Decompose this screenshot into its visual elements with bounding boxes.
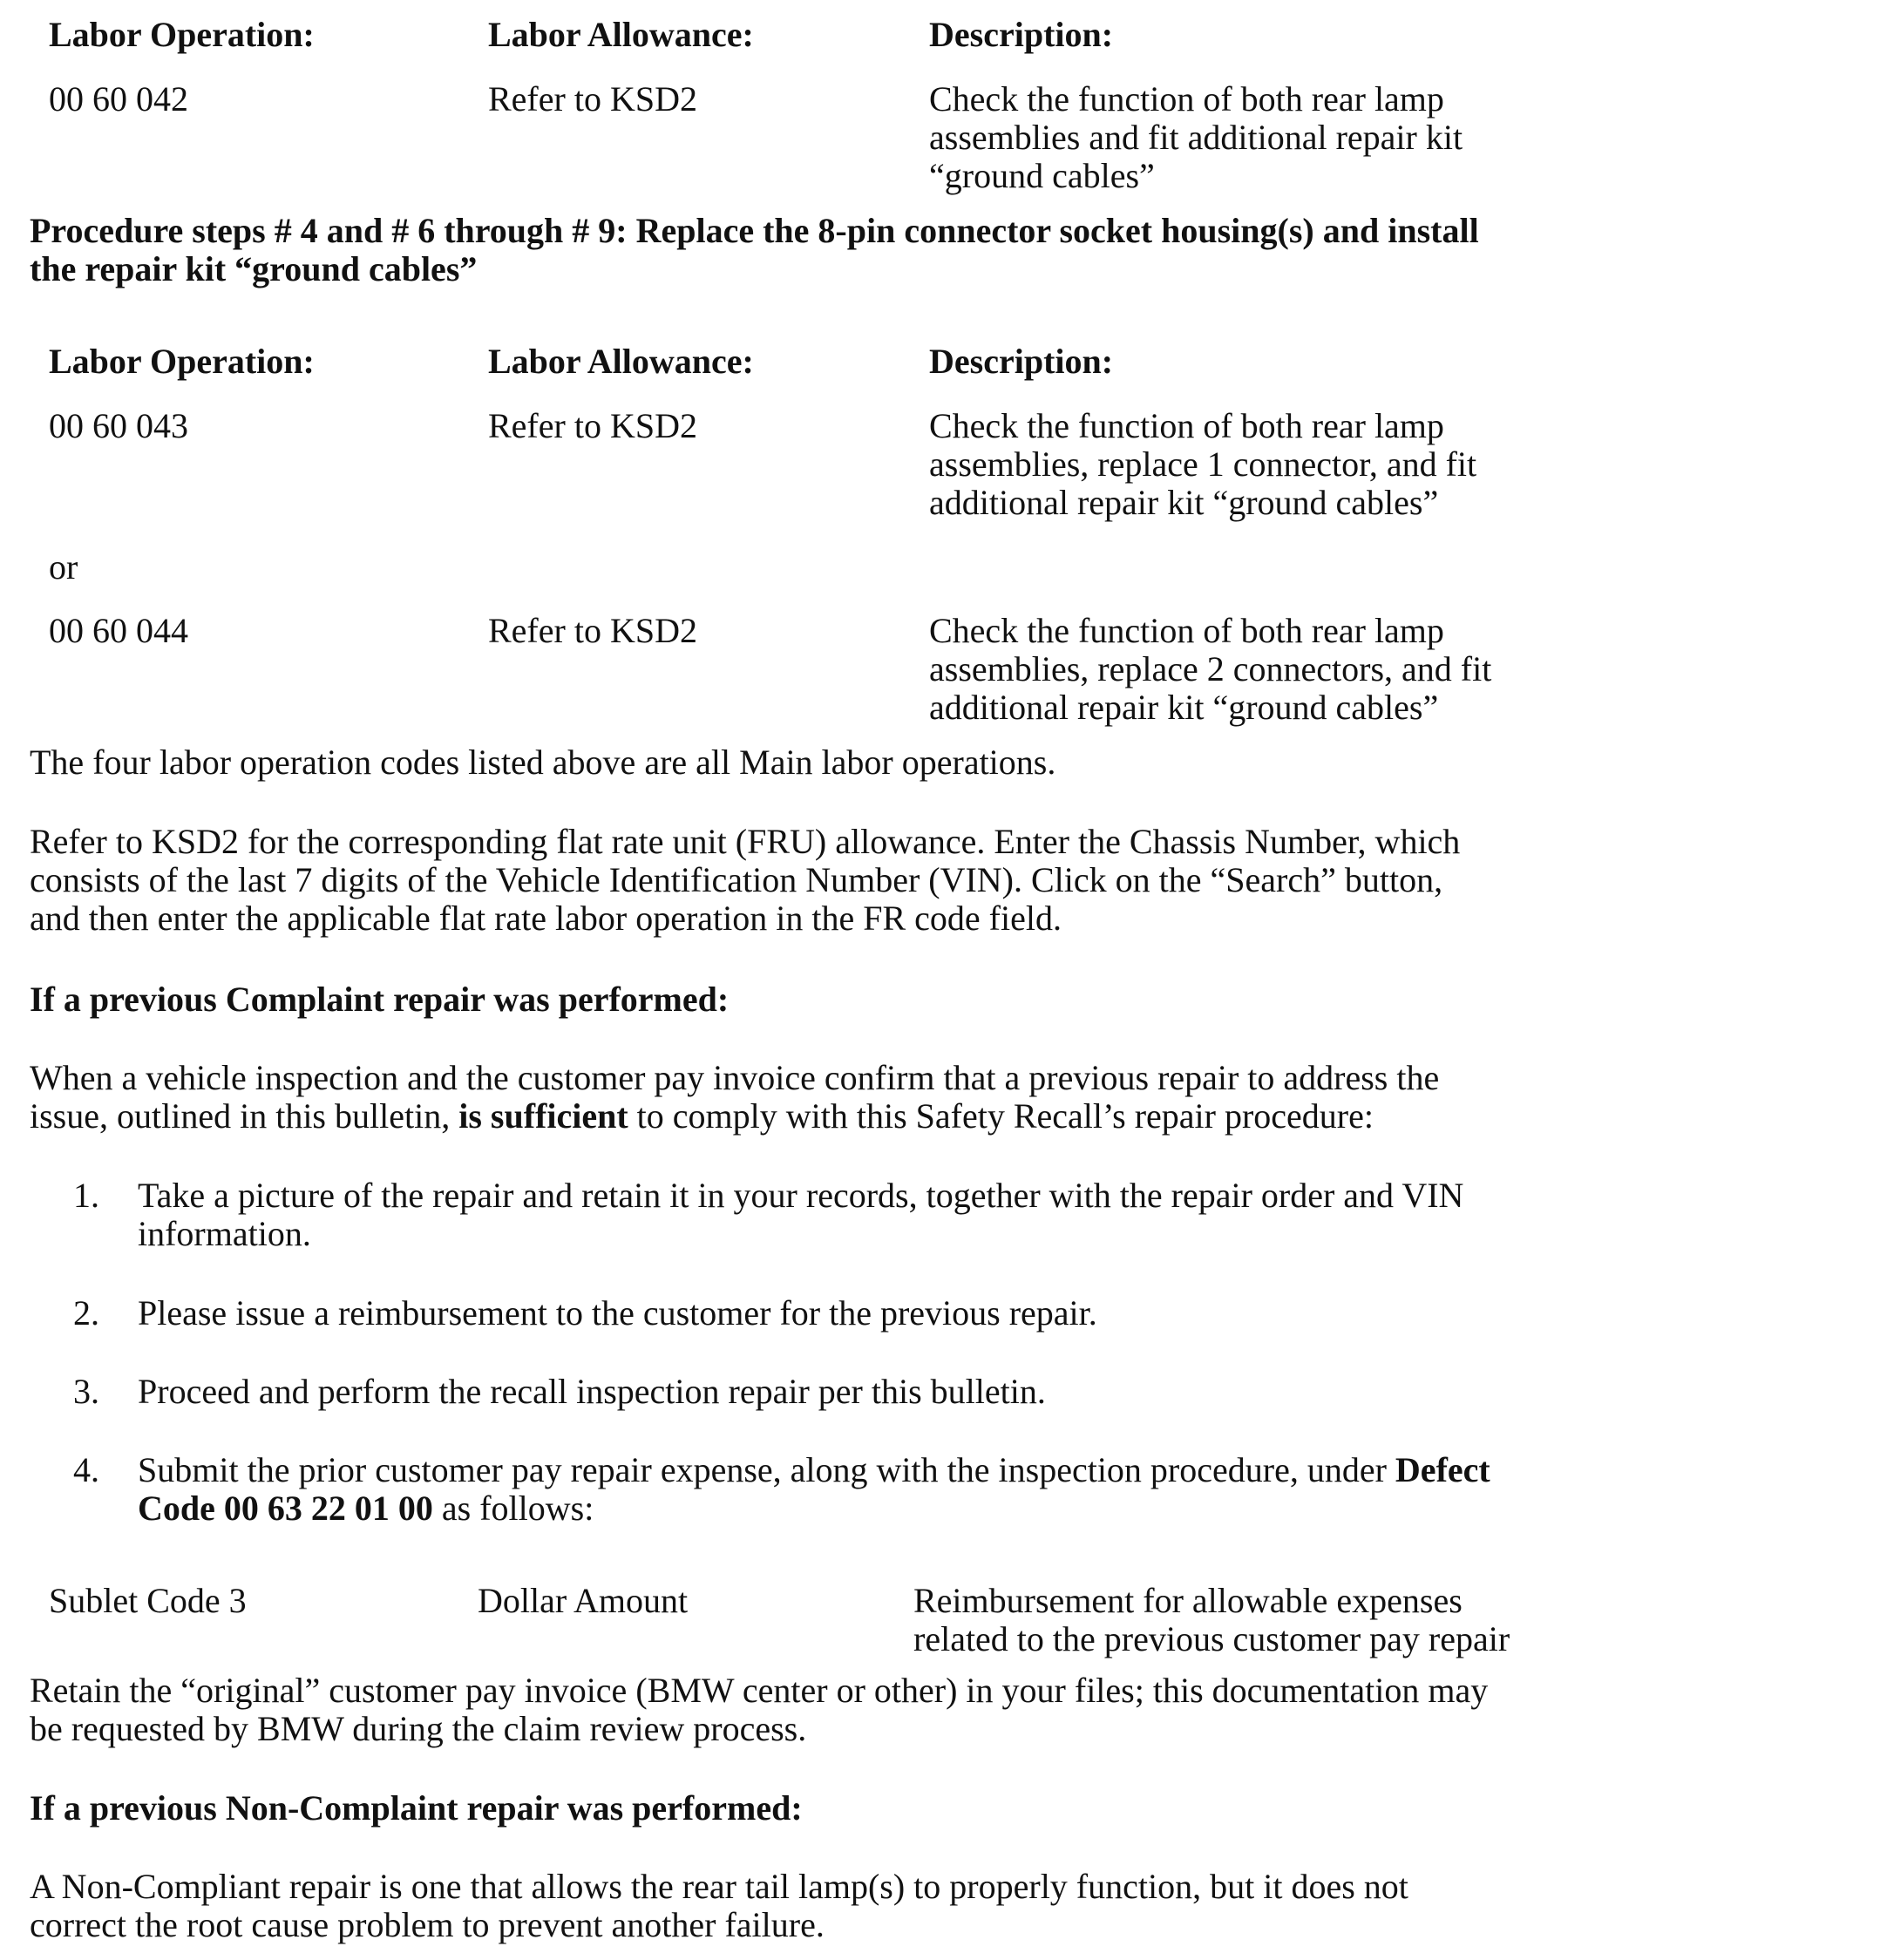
labor-description: Check the function of both rear lamp assemblies and fit additional repair kit “ground cables” xyxy=(929,79,1463,195)
retain-note: Retain the “original” customer pay invoice (BMW center or other) in your files; this documentation may be requested by BMW during the claim review process. xyxy=(30,1671,1489,1748)
complaint-intro: When a vehicle inspection and the customer pay invoice confirm that a previous repair to address the issue, outlined in this bulletin, is sufficient to comply with this Safety Recall’s repair procedure: xyxy=(30,1058,1440,1136)
step-text: Please issue a reimbursement to the customer for the previous repair. xyxy=(138,1293,1097,1333)
labor-description: Check the function of both rear lamp assemblies, replace 2 connectors, and fit additional repair kit “ground cables” xyxy=(929,611,1492,727)
sublet-description: Reimbursement for allowable expenses related to the previous customer pay repair xyxy=(913,1581,1510,1658)
labor-allowance: Refer to KSD2 xyxy=(488,406,697,445)
step-number: 3. xyxy=(73,1372,99,1411)
header-labor-operation: Labor Operation: xyxy=(49,15,315,54)
complaint-heading: If a previous Complaint repair was performed: xyxy=(30,980,730,1019)
sublet-code: Sublet Code 3 xyxy=(49,1581,247,1620)
labor-op-code: 00 60 042 xyxy=(49,79,188,119)
main-ops-note: The four labor operation codes listed above are all Main labor operations. xyxy=(30,743,1056,782)
ksd2-note: Refer to KSD2 for the corresponding flat rate unit (FRU) allowance. Enter the Chassis Number, which consists of the last 7 digits of the Vehicle Identification Number (VIN). Click on the “Search” button, and then enter the applicable flat rate labor operation in the FR code field. xyxy=(30,822,1461,938)
labor-op-code: 00 60 043 xyxy=(49,406,188,445)
noncomplaint-heading: If a previous Non-Complaint repair was performed: xyxy=(30,1788,803,1828)
labor-op-code: 00 60 044 xyxy=(49,611,188,650)
header-description: Description: xyxy=(929,15,1114,54)
header-description: Description: xyxy=(929,342,1114,381)
step-number: 4. xyxy=(73,1450,99,1489)
step-number: 2. xyxy=(73,1293,99,1333)
step-number: 1. xyxy=(73,1176,99,1215)
header-labor-allowance: Labor Allowance: xyxy=(488,15,754,54)
procedure-heading: Procedure steps # 4 and # 6 through # 9: Replace the 8-pin connector socket housing(s) and install the repair kit “ground cables” xyxy=(30,211,1479,288)
labor-description: Check the function of both rear lamp assemblies, replace 1 connector, and fit additional repair kit “ground cables” xyxy=(929,406,1477,522)
header-labor-allowance: Labor Allowance: xyxy=(488,342,754,381)
step-text: Take a picture of the repair and retain it in your records, together with the repair order and VIN information. xyxy=(138,1176,1464,1253)
step-text: Submit the prior customer pay repair expense, along with the inspection procedure, under Defect Code 00 63 22 01 00 as follows: xyxy=(138,1450,1490,1528)
labor-allowance: Refer to KSD2 xyxy=(488,79,697,119)
step-text: Proceed and perform the recall inspection repair per this bulletin. xyxy=(138,1372,1046,1411)
noncompliant-note: A Non-Compliant repair is one that allows the rear tail lamp(s) to properly function, but it does not correct the root cause problem to prevent another failure. xyxy=(30,1867,1408,1944)
labor-allowance: Refer to KSD2 xyxy=(488,611,697,650)
header-labor-operation: Labor Operation: xyxy=(49,342,315,381)
sublet-amount: Dollar Amount xyxy=(478,1581,689,1620)
